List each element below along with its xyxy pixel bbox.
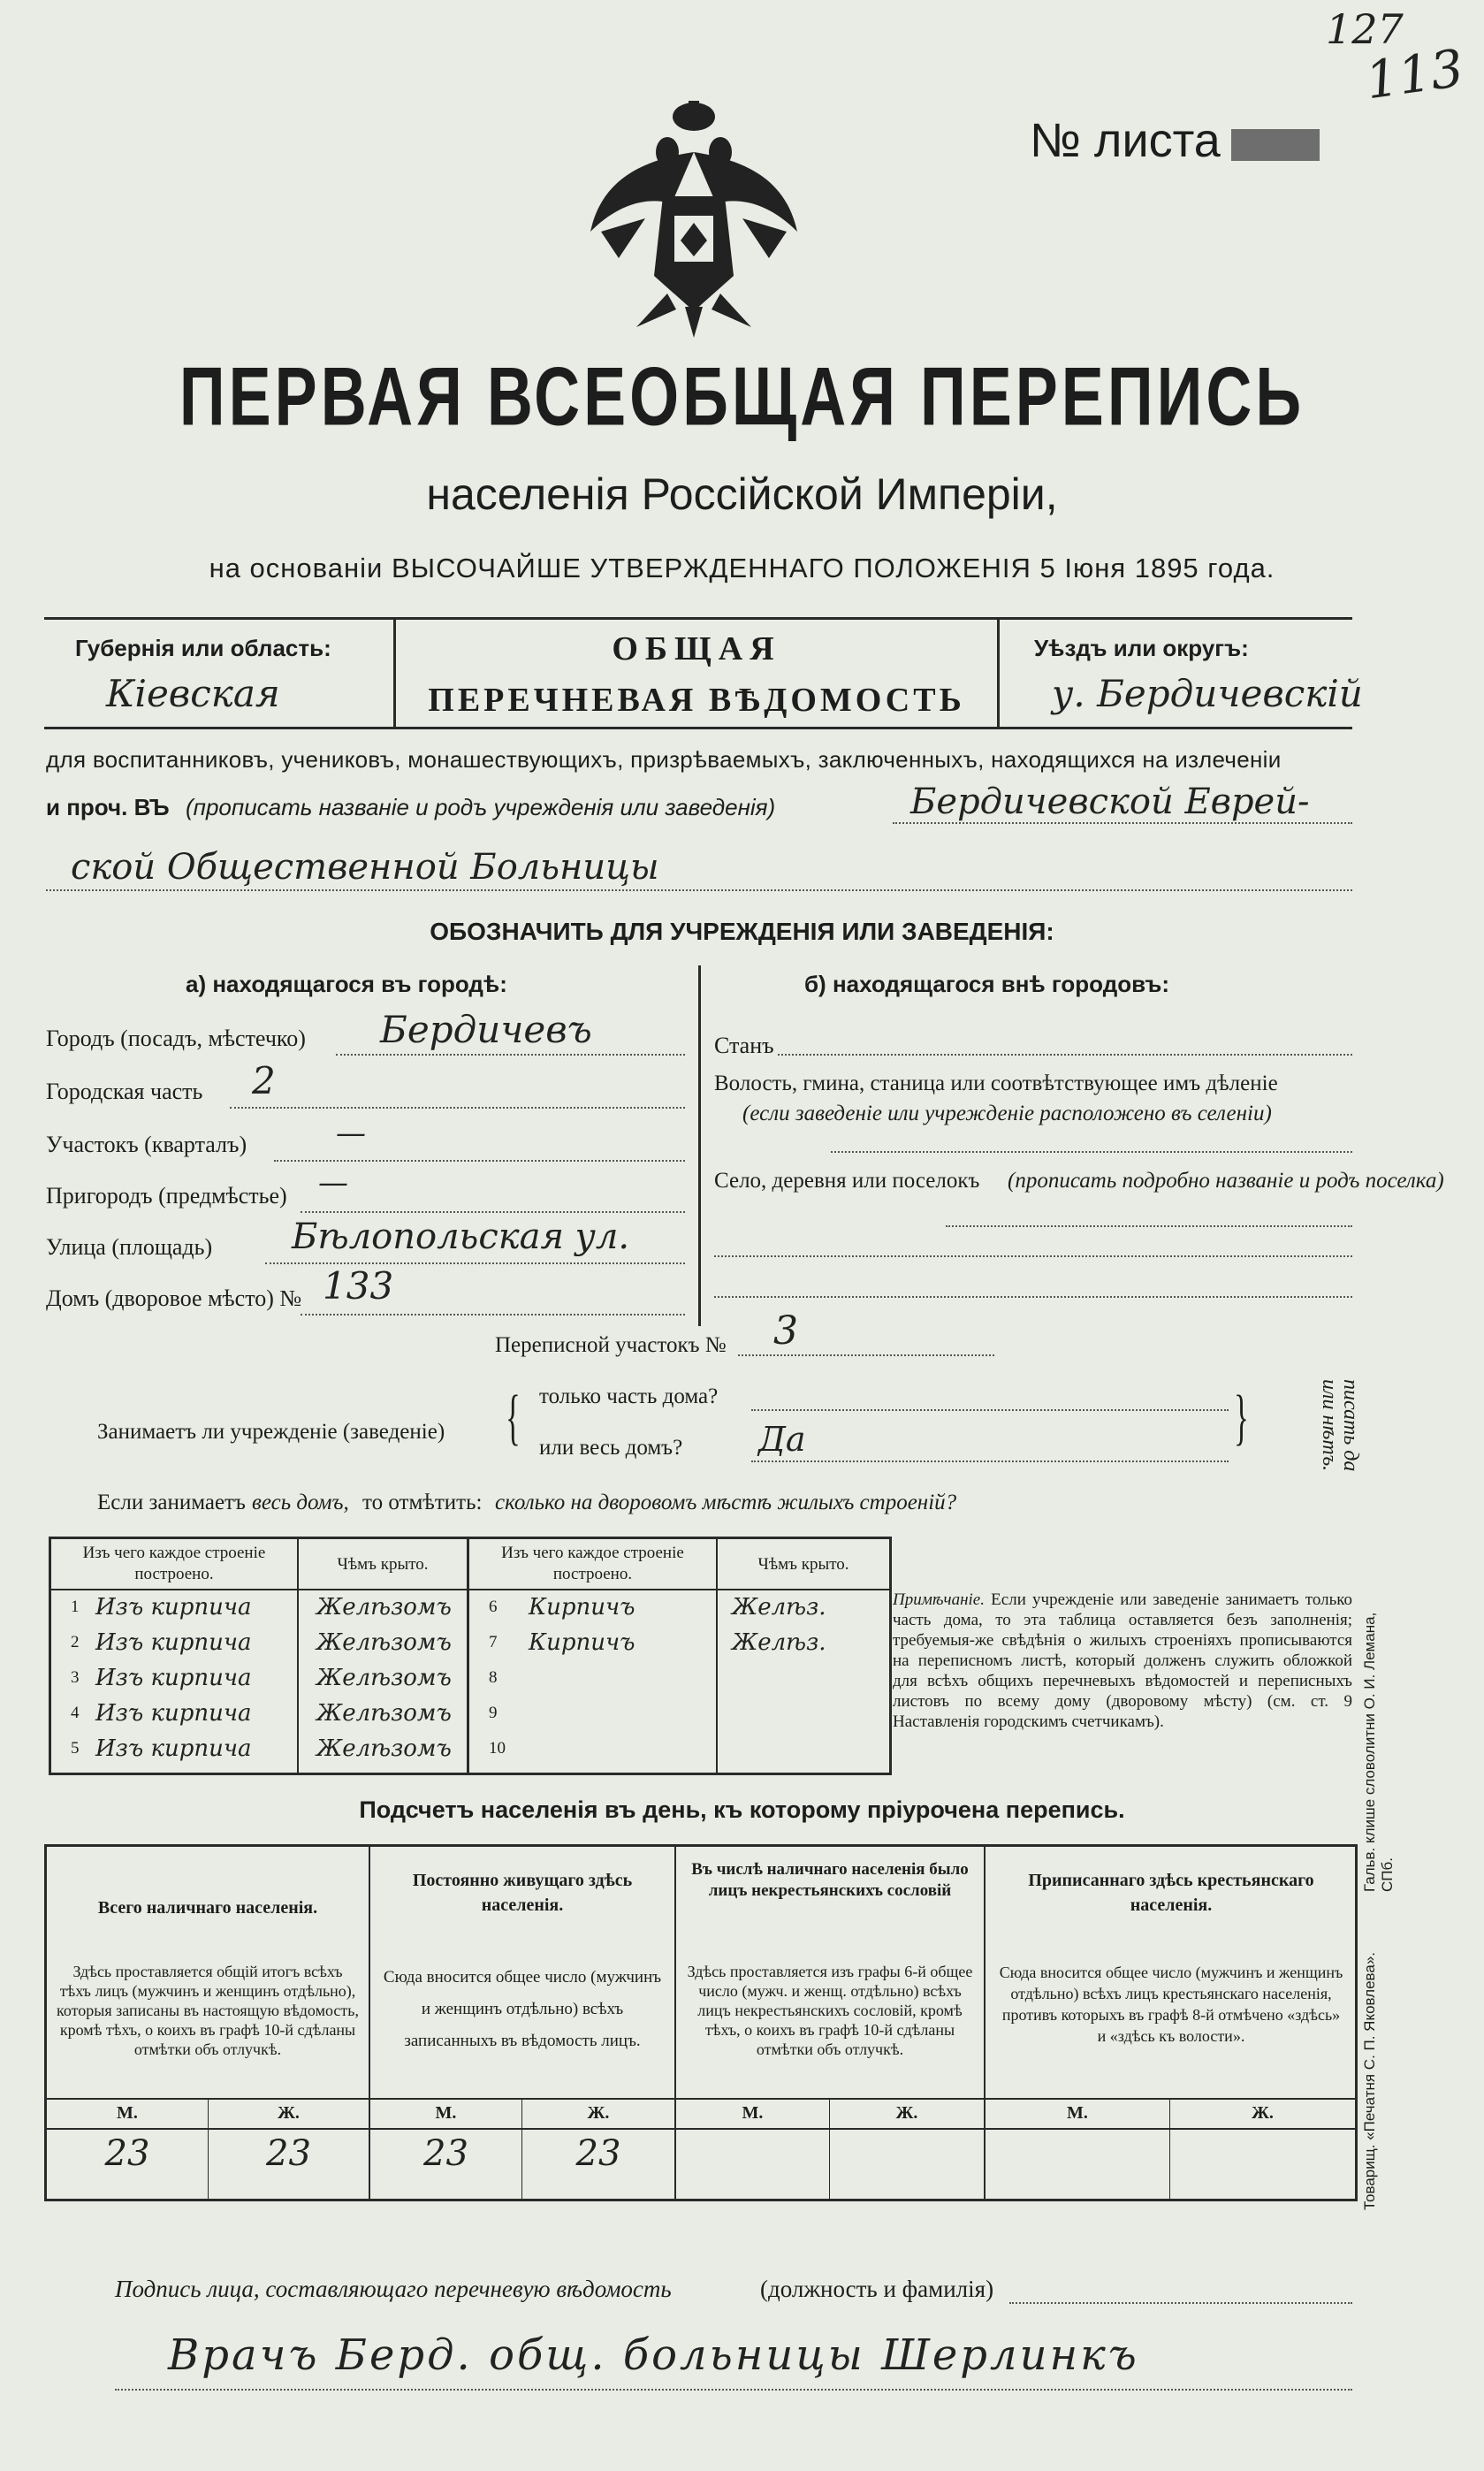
- suburb-value: —: [318, 1165, 348, 1201]
- buildings-head-roof-2: Чѣмъ крыто.: [757, 1555, 849, 1574]
- occupies-line1: [751, 1409, 1229, 1411]
- count-col1-m-label: М.: [117, 2103, 138, 2123]
- header-bottom-rule: [44, 727, 1352, 729]
- whole-house-question: сколько на дворовомъ мѣстѣ жилыхъ строеній?: [495, 1491, 957, 1514]
- buildings-rows: [51, 1594, 889, 1771]
- header-top-rule: [44, 617, 1352, 620]
- province-value: Кіевская: [106, 672, 280, 715]
- page-title: ПЕРВАЯ ВСЕОБЩАЯ ПЕРЕПИСЬ: [179, 351, 1305, 444]
- count-heading: Подсчетъ населенія въ день, къ которому пріурочена перепись.: [359, 1796, 1125, 1823]
- count-col2-m-label: М.: [435, 2103, 457, 2123]
- village-label: Село, деревня или поселокъ: [714, 1169, 980, 1193]
- street-value: Бѣлопольская ул.: [292, 1216, 630, 1257]
- occupies-option-part: только часть дома?: [539, 1384, 719, 1408]
- outside-city-heading: б) находящагося внѣ городовъ:: [804, 971, 1170, 997]
- statement-title-line2: ПЕРЕЧНЕВАЯ ВѢДОМОСТЬ: [428, 682, 965, 719]
- city-part-value: 2: [252, 1059, 276, 1102]
- house-line: [301, 1314, 685, 1316]
- city-value: Бердичевъ: [380, 1008, 592, 1051]
- stan-line: [778, 1054, 1352, 1056]
- buildings-head-roof-1: Чѣмъ крыто.: [337, 1555, 429, 1574]
- quarter-value: —: [336, 1116, 366, 1151]
- row-number: 3: [71, 1668, 80, 1687]
- census-plot-value: 3: [773, 1308, 798, 1354]
- occupies-line2: [751, 1460, 1229, 1462]
- house-value: 133: [323, 1264, 394, 1308]
- whole-house-whole: весь домъ,: [252, 1491, 349, 1514]
- whole-house-mid: то отмѣтить:: [362, 1491, 483, 1514]
- purpose-prefix: и проч. ВЪ: [46, 794, 170, 820]
- in-city-heading: а) находящагося въ городѣ:: [186, 971, 507, 997]
- count-mf-rule: [47, 2098, 1355, 2100]
- row-material: Изъ кирпича: [95, 1700, 252, 1727]
- note-block: [893, 1590, 1352, 1732]
- city-part-line: [230, 1107, 685, 1109]
- row-material: Изъ кирпича: [95, 1665, 252, 1691]
- institution-name-part1: Бердичевской Еврей-: [910, 782, 1310, 822]
- note-text: Если учрежденіе или заведеніе занимаетъ только часть дома, то эта таблица оставляется безъ заполненія; требуемыя-же свѣдѣнія о жилыхъ строеніяхъ прописываются на переписномъ листѣ, который долженъ служить обложкой для всѣхъ общихъ перечневыхъ вѣдомостей и переписныхъ листовъ по всему дому (дворовому мѣсту) (см. ст. 9 Наставленія городскимъ счетчикамъ).: [893, 1590, 1352, 1731]
- count-col3-m-label: М.: [742, 2103, 764, 2123]
- suburb-label: Пригородъ (предмѣстье): [46, 1183, 287, 1209]
- signature-label-note: (должность и фамилія): [760, 2276, 994, 2302]
- signature-line1: [1009, 2302, 1352, 2304]
- census-plot-line: [738, 1354, 994, 1356]
- buildings-head-material-2: Изъ чего каждое строеніе построено.: [501, 1544, 684, 1583]
- purpose-note: (прописать названіе и родъ учрежденія или заведенія): [186, 794, 776, 820]
- village-note: (прописать подробно названіе и родъ поселка): [1008, 1169, 1444, 1193]
- buildings-head-material-1: Изъ чего каждое строеніе построено.: [82, 1544, 266, 1583]
- row-roof: Желѣзомъ: [316, 1700, 452, 1727]
- row-number: 10: [489, 1739, 506, 1758]
- row-roof: Желѣз.: [732, 1629, 826, 1656]
- occupies-label: Занимаетъ ли учрежденіе (заведеніе): [97, 1420, 445, 1444]
- count-col2-desc: Сюда вносится общее число (мужчинъ и женщинъ отдѣльно) всѣхъ записанныхъ въ вѣдомость лицъ.: [383, 1968, 662, 2050]
- count-table: [44, 1844, 1358, 2201]
- row-material: Кирпичъ: [529, 1629, 635, 1656]
- quarter-label: Участокъ (кварталъ): [46, 1132, 247, 1157]
- printer-credit-2: Товарищ. «Печатня С. П. Яковлева».: [1361, 1951, 1378, 2210]
- city-line: [336, 1054, 685, 1056]
- count-col1-f-label: Ж.: [278, 2103, 300, 2123]
- row-material: Изъ кирпича: [95, 1594, 252, 1621]
- district-label: Уѣздъ или округъ:: [1034, 635, 1249, 661]
- designate-heading: ОБОЗНАЧИТЬ ДЛЯ УЧРЕЖДЕНІЯ ИЛИ ЗАВЕДЕНІЯ:: [430, 918, 1054, 945]
- suburb-line: [301, 1211, 685, 1213]
- count-col1-title: Всего наличнаго населенія.: [97, 1898, 318, 1918]
- count-col-rule2: [674, 1847, 676, 2199]
- row-material: Кирпичъ: [529, 1594, 635, 1621]
- legal-basis: на основаніи ВЫСОЧАЙШЕ УТВЕРЖДЕННАГО ПОЛОЖЕНІЯ 5 Іюня 1895 года.: [209, 553, 1275, 583]
- village-line3: [714, 1296, 1352, 1298]
- row-number: 5: [71, 1739, 80, 1758]
- header-divider-right: [997, 617, 1000, 728]
- village-line: [946, 1225, 1352, 1227]
- quarter-line: [274, 1160, 685, 1162]
- count-col1-desc: Здѣсь проставляется общій итогъ всѣхъ тѣхъ лицъ (мужчинъ и женщинъ отдѣльно), которыя записаны въ настоящую вѣдомость, кромѣ тѣхъ, о коихъ въ графѣ 10-й сдѣланы отмѣтки объ отлучкѣ.: [57, 1963, 359, 2058]
- row-number: 8: [489, 1668, 498, 1687]
- row-number: 4: [71, 1704, 80, 1722]
- row-number: 6: [489, 1598, 498, 1616]
- volost-label: Волость, гмина, станица или соотвѣтствующее имъ дѣленіе: [714, 1072, 1278, 1095]
- row-number: 2: [71, 1633, 80, 1651]
- count-col4-f-label: Ж.: [1252, 2103, 1274, 2123]
- archive-mark: 113: [1361, 37, 1467, 111]
- census-plot-label: Переписной участокъ №: [495, 1333, 727, 1357]
- occupies-side-note: писать да или нѣтъ.: [1318, 1379, 1362, 1472]
- imperial-eagle-icon: [583, 99, 804, 339]
- count-col1-f-value: 23: [266, 2133, 311, 2174]
- buildings-row: [51, 1594, 889, 1629]
- signature-line2: [115, 2389, 1352, 2391]
- institution-name-part2: ской Общественной Больницы: [71, 847, 659, 888]
- city-part-label: Городская часть: [46, 1079, 203, 1104]
- printer-credit-1: Гальв. клише словолитни О. И. Лемана, СПб.: [1361, 1612, 1396, 1892]
- village-line2: [714, 1255, 1352, 1257]
- location-divider: [698, 965, 701, 1326]
- buildings-header-rule: [51, 1589, 889, 1590]
- row-number: 7: [489, 1633, 498, 1651]
- count-col1-m-value: 23: [104, 2133, 150, 2174]
- row-material: Изъ кирпича: [95, 1735, 252, 1762]
- sheet-number-label: № листа: [1030, 114, 1221, 167]
- page-subtitle: населенія Россійской Имперіи,: [426, 469, 1058, 519]
- occupies-answer: Да: [758, 1420, 806, 1459]
- province-label: Губернія или область:: [75, 635, 331, 661]
- count-col4-m-label: М.: [1067, 2103, 1088, 2123]
- row-roof: Желѣзомъ: [316, 1735, 452, 1762]
- signature-value: Врачъ Берд. общ. больницы Шерлинкъ: [168, 2330, 1139, 2380]
- buildings-row: [51, 1735, 889, 1771]
- signature-label: Подпись лица, составляющаго перечневую вѣдомость: [115, 2276, 672, 2302]
- occupies-brace-left: {: [506, 1384, 521, 1452]
- buildings-row: [51, 1665, 889, 1700]
- row-roof: Желѣзомъ: [316, 1665, 452, 1691]
- header-divider-left: [393, 617, 396, 728]
- count-col3-title: Въ числѣ наличнаго населенія было лицъ некрестьянскихъ сословій: [691, 1860, 969, 1900]
- count-col-rule3: [984, 1847, 986, 2199]
- institution-line1: [893, 822, 1352, 824]
- row-number: 1: [71, 1598, 80, 1616]
- archive-page-number: 127: [1326, 5, 1404, 53]
- city-label: Городъ (посадъ, мѣстечко): [46, 1026, 306, 1051]
- row-roof: Желѣзомъ: [316, 1594, 452, 1621]
- count-col3-f-label: Ж.: [895, 2103, 918, 2123]
- count-col4-desc: Сюда вносится общее число (мужчинъ и женщинъ отдѣльно) всѣхъ лицъ крестьянскаго населенія, противъ которыхъ въ графѣ 8-й отмѣчено «здѣсь» и «здѣсь къ волости».: [999, 1964, 1343, 2045]
- count-col2-f-value: 23: [575, 2133, 621, 2174]
- count-col2-m-value: 23: [423, 2133, 468, 2174]
- count-values-rule: [47, 2128, 1355, 2130]
- purpose-line1: для воспитанниковъ, учениковъ, монашествующихъ, призрѣваемыхъ, заключенныхъ, находящихся на излеченіи: [46, 746, 1282, 773]
- buildings-row: [51, 1700, 889, 1735]
- volost-note: (если заведеніе или учрежденіе расположено въ селеніи): [742, 1102, 1272, 1125]
- count-col3-desc: Здѣсь проставляется изъ графы 6-й общее число (мужч. и женщ. отдѣльно) всѣхъ лицъ некрестьянскихъ сословій, кромѣ тѣхъ, о коихъ въ графѣ 10-й сдѣланы отмѣтки объ отлучкѣ.: [687, 1963, 973, 2058]
- sheet-number-redaction: [1231, 129, 1320, 161]
- street-label: Улица (площадь): [46, 1234, 213, 1260]
- institution-line2: [46, 889, 1352, 891]
- occupies-option-whole: или весь домъ?: [539, 1436, 683, 1460]
- row-roof: Желѣз.: [732, 1594, 826, 1621]
- stan-label: Станъ: [714, 1033, 774, 1058]
- row-roof: Желѣзомъ: [316, 1629, 452, 1656]
- row-material: Изъ кирпича: [95, 1629, 252, 1656]
- count-col2-title: Постоянно живущаго здѣсь населенія.: [412, 1871, 633, 1915]
- occupies-brace-right: }: [1234, 1384, 1249, 1452]
- district-value: у. Бердичевскій: [1052, 672, 1363, 715]
- count-col2-f-label: Ж.: [587, 2103, 610, 2123]
- buildings-table: [49, 1537, 892, 1775]
- whole-house-prefix: Если занимаетъ: [97, 1491, 246, 1514]
- volost-line: [831, 1151, 1352, 1153]
- note-heading: Примѣчаніе.: [893, 1590, 985, 1609]
- buildings-row: [51, 1629, 889, 1665]
- statement-title-line1: ОБЩАЯ: [612, 630, 781, 667]
- house-label: Домъ (дворовое мѣсто) №: [46, 1285, 302, 1311]
- row-number: 9: [489, 1704, 498, 1722]
- count-col4-title: Приписаннаго здѣсь крестьянскаго населенія.: [1028, 1871, 1314, 1915]
